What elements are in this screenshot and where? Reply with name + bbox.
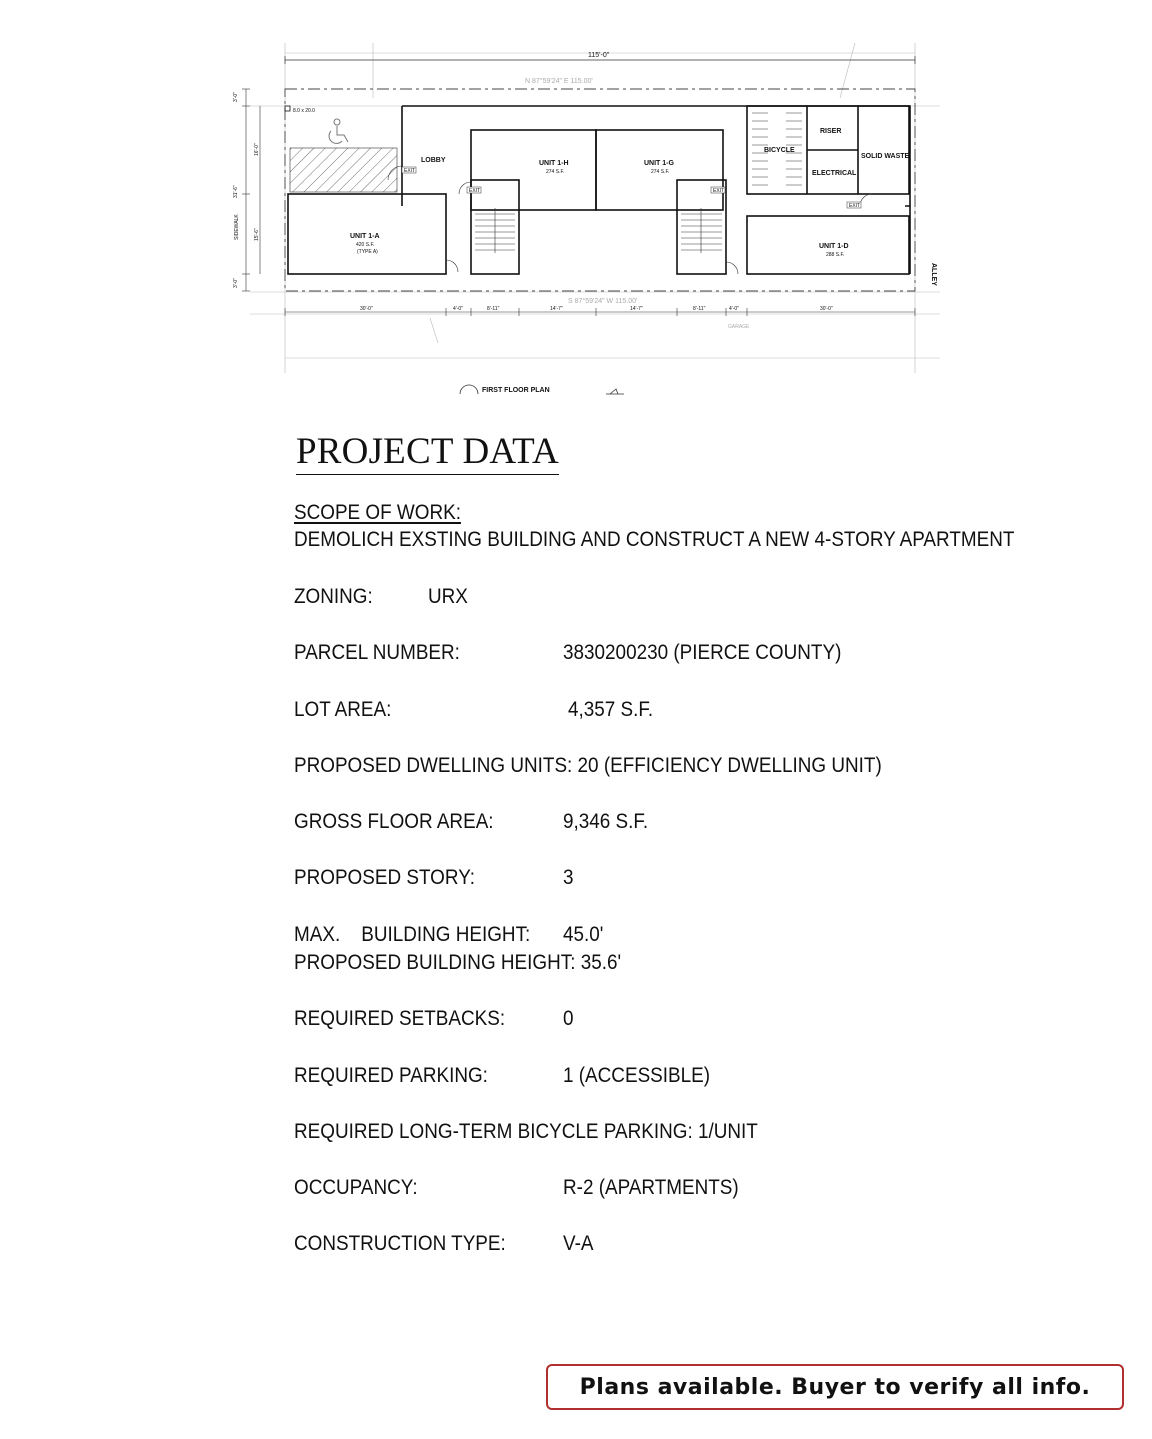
garage-label: GARAGE	[728, 324, 750, 330]
bottom-dim-3: 14'-7"	[550, 306, 563, 312]
drawing-title: FIRST FLOOR PLAN	[482, 387, 550, 394]
construction-type-label: CONSTRUCTION TYPE:	[294, 1232, 506, 1255]
proposed-height-line: PROPOSED BUILDING HEIGHT: 35.6'	[294, 951, 622, 974]
accessible-parking-icon	[329, 119, 348, 143]
left-dim-4: 3'-0"	[233, 278, 239, 288]
occupancy-value: R-2 (APARTMENTS)	[563, 1176, 739, 1199]
left-dim-3: 15'-6"	[254, 228, 260, 241]
zoning-value: URX	[428, 585, 468, 608]
room-solid-waste: SOLID WASTE	[861, 153, 910, 160]
scope-label: SCOPE OF WORK:	[294, 501, 461, 524]
zoning-label: ZONING:	[294, 585, 373, 608]
unit-1h-name: UNIT 1-H	[539, 160, 569, 167]
max-height-value: 45.0'	[563, 923, 604, 946]
gross-floor-area-label: GROSS FLOOR AREA:	[294, 810, 494, 833]
bottom-dim-1: 4'-0"	[453, 306, 463, 312]
scope-text-container	[294, 527, 1015, 555]
bicycle-parking-line: REQUIRED LONG-TERM BICYCLE PARKING: 1/UNIT	[294, 1120, 758, 1143]
parking-label: REQUIRED PARKING:	[294, 1064, 488, 1087]
alley-label: ALLEY	[930, 263, 937, 286]
left-dim-2: 31'-6"	[233, 185, 239, 198]
left-dim-0: 3'-0"	[233, 92, 239, 102]
unit-1h-area: 274 S.F.	[546, 169, 565, 175]
unit-1a-name: UNIT 1-A	[350, 233, 380, 240]
drawing-title-marker-icon	[460, 385, 478, 394]
bottom-dim-4: 14'-7"	[630, 306, 643, 312]
unit-1g-area: 274 S.F.	[651, 169, 670, 175]
overall-dimension: 115'-0"	[588, 52, 610, 59]
bottom-dim-5: 8'-11"	[693, 306, 706, 312]
parcel-value: 3830200230 (PIERCE COUNTY)	[563, 641, 842, 664]
setbacks-label: REQUIRED SETBACKS:	[294, 1007, 506, 1030]
left-dim-1: 16'-0"	[254, 143, 260, 156]
max-height-label: MAX. BUILDING HEIGHT:	[294, 923, 531, 946]
bottom-dim-0: 30'-0"	[360, 306, 373, 312]
parking-value: 1 (ACCESSIBLE)	[563, 1064, 711, 1087]
setbacks-value: 0	[563, 1007, 574, 1030]
unit-1a-area: 420 S.F.	[356, 242, 375, 248]
lot-area-value: 4,357 S.F.	[568, 698, 654, 721]
property-bearing-top: N 87°59'24" E 115.00'	[525, 78, 593, 85]
exit-tag-rear: EXIT	[849, 203, 861, 209]
occupancy-label: OCCUPANCY:	[294, 1176, 418, 1199]
gross-floor-area-value: 9,346 S.F.	[563, 810, 649, 833]
lot-area-label: LOT AREA:	[294, 698, 392, 721]
first-floor-plan	[220, 38, 950, 403]
bottom-dim-7: 30'-0"	[820, 306, 833, 312]
property-bearing-bottom: S 87°59'24" W 115.00'	[568, 298, 638, 305]
north-arrow-icon	[606, 389, 624, 394]
disclaimer-badge	[546, 1364, 1124, 1410]
unit-1g-name: UNIT 1-G	[644, 160, 674, 167]
sidewalk-label: SIDEWALK	[234, 214, 240, 240]
bottom-dim-6: 4'-0"	[729, 306, 739, 312]
construction-type-value: V-A	[563, 1232, 594, 1255]
exit-tag-lobby: EXIT	[404, 168, 416, 174]
unit-1d-area: 288 S.F.	[826, 252, 845, 258]
bottom-dim-2: 8'-11"	[487, 306, 500, 312]
project-data-title: PROJECT DATA	[296, 430, 559, 475]
room-lobby: LOBBY	[421, 157, 446, 164]
scope-text: DEMOLICH EXSTING BUILDING AND CONSTRUCT A NEW 4-STORY APARTMENT	[294, 528, 1015, 551]
disclaimer-text: Plans available. Buyer to verify all info.	[579, 1374, 1091, 1400]
room-riser: RISER	[820, 128, 842, 135]
dwelling-units-line: PROPOSED DWELLING UNITS: 20 (EFFICIENCY DWELLING UNIT)	[294, 754, 882, 777]
proposed-story-label: PROPOSED STORY:	[294, 866, 476, 889]
parking-stall-label: 8.0 x 20.0	[293, 108, 315, 114]
unit-1a-note: (TYPE A)	[357, 249, 378, 255]
exit-tag-stair-1: EXIT	[469, 188, 481, 194]
proposed-story-value: 3	[563, 866, 574, 889]
exit-tag-stair-2: EXIT	[713, 188, 725, 194]
parcel-label: PARCEL NUMBER:	[294, 641, 460, 664]
unit-1d-name: UNIT 1-D	[819, 243, 849, 250]
room-bicycle: BICYCLE	[764, 147, 795, 154]
room-electrical: ELECTRICAL	[812, 170, 857, 177]
